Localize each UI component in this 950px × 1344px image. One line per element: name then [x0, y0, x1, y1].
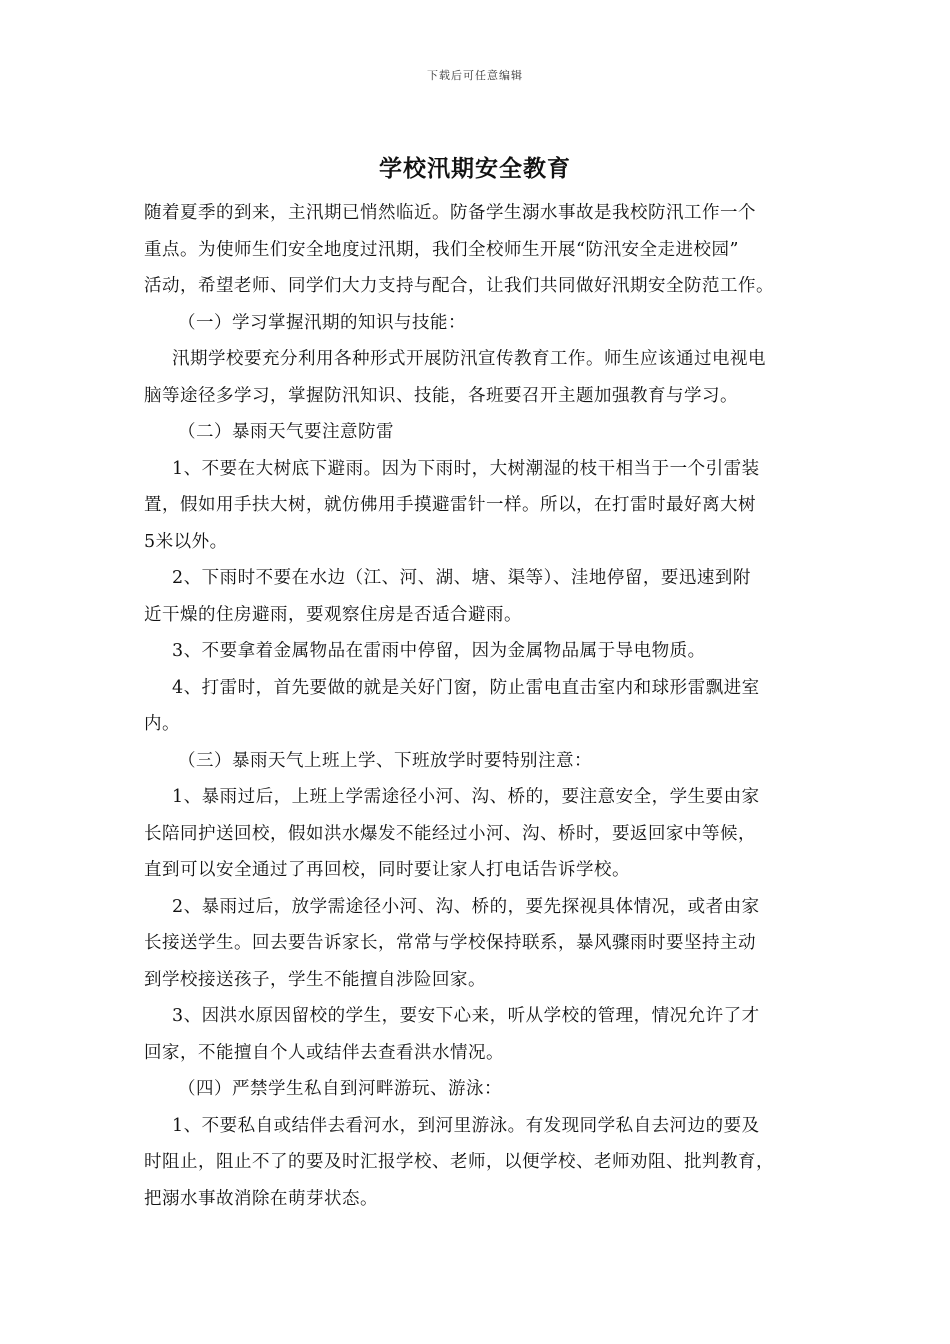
body-line: 内。: [144, 714, 180, 734]
body-line: 5米以外。: [144, 531, 228, 552]
body-line: 脑等途径多学习，掌握防汛知识、技能，各班要召开主题加强教育与学习。: [144, 385, 738, 406]
body-line: 随着夏季的到来，主汛期已悄然临近。防备学生溺水事故是我校防汛工作一个: [144, 203, 756, 223]
body-line: 1、不要私自或结伴去看河水，到河里游泳。有发现同学私自去河边的要及: [172, 1115, 760, 1136]
body-line: 2、下雨时不要在水边（江、河、湖、塘、渠等）、洼地停留，要迅速到附: [172, 568, 751, 588]
body-line: 汛期学校要充分利用各种形式开展防汛宣传教育工作。师生应该通过电视电: [172, 349, 766, 369]
body-line: 置，假如用手扶大树，就仿佛用手摸避雷针一样。所以，在打雷时最好离大树: [144, 495, 756, 515]
section-heading: （三）暴雨天气上班上学、下班放学时要特别注意：: [178, 750, 592, 771]
body-line: 3、因洪水原因留校的学生，要安下心来，听从学校的管理，情况允许了才: [172, 1006, 760, 1026]
body-line: 1、不要在大树底下避雨。因为下雨时，大树潮湿的枝干相当于一个引雷装: [172, 458, 760, 479]
body-line: 活动，希望老师、同学们大力支持与配合，让我们共同做好汛期安全防范工作。: [144, 276, 774, 296]
body-line: 把溺水事故消除在萌芽状态。: [144, 1188, 378, 1209]
document-body: [144, 195, 824, 1217]
body-line: 2、暴雨过后，放学需途径小河、沟、桥的，要先探视具体情况，或者由家: [172, 896, 760, 917]
body-line: 重点。为使师生们安全地度过汛期，我们全校师生开展“防汛安全走进校园”: [144, 239, 739, 260]
section-heading: （一）学习掌握汛期的知识与技能：: [178, 312, 466, 333]
body-line: 长陪同护送回校，假如洪水爆发不能经过小河、沟、桥时，要返回家中等候，: [144, 823, 756, 844]
body-line: 直到可以安全通过了再回校，同时要让家人打电话告诉学校。: [144, 860, 630, 880]
section-heading: （二）暴雨天气要注意防雷: [178, 422, 394, 442]
body-line: 到学校接送孩子，学生不能擅自涉险回家。: [144, 969, 486, 990]
document-title: 学校汛期安全教育: [379, 155, 571, 182]
body-line: 回家，不能擅自个人或结伴去查看洪水情况。: [144, 1042, 504, 1063]
body-line: 长接送学生。回去要告诉家长，常常与学校保持联系，暴风骤雨时要坚持主动: [144, 933, 756, 953]
body-line: 时阻止，阻止不了的要及时汇报学校、老师，以便学校、老师劝阻、批判教育，: [144, 1152, 774, 1172]
body-line: 4、打雷时，首先要做的就是关好门窗，防止雷电直击室内和球形雷飘进室: [172, 677, 760, 698]
header-note: 下载后可任意编辑: [427, 69, 523, 82]
body-line: 3、不要拿着金属物品在雷雨中停留，因为金属物品属于导电物质。: [172, 641, 706, 661]
body-line: 近干燥的住房避雨，要观察住房是否适合避雨。: [144, 604, 522, 625]
body-line: 1、暴雨过后，上班上学需途径小河、沟、桥的，要注意安全，学生要由家: [172, 787, 760, 807]
section-heading: （四）严禁学生私自到河畔游玩、游泳：: [178, 1079, 502, 1099]
